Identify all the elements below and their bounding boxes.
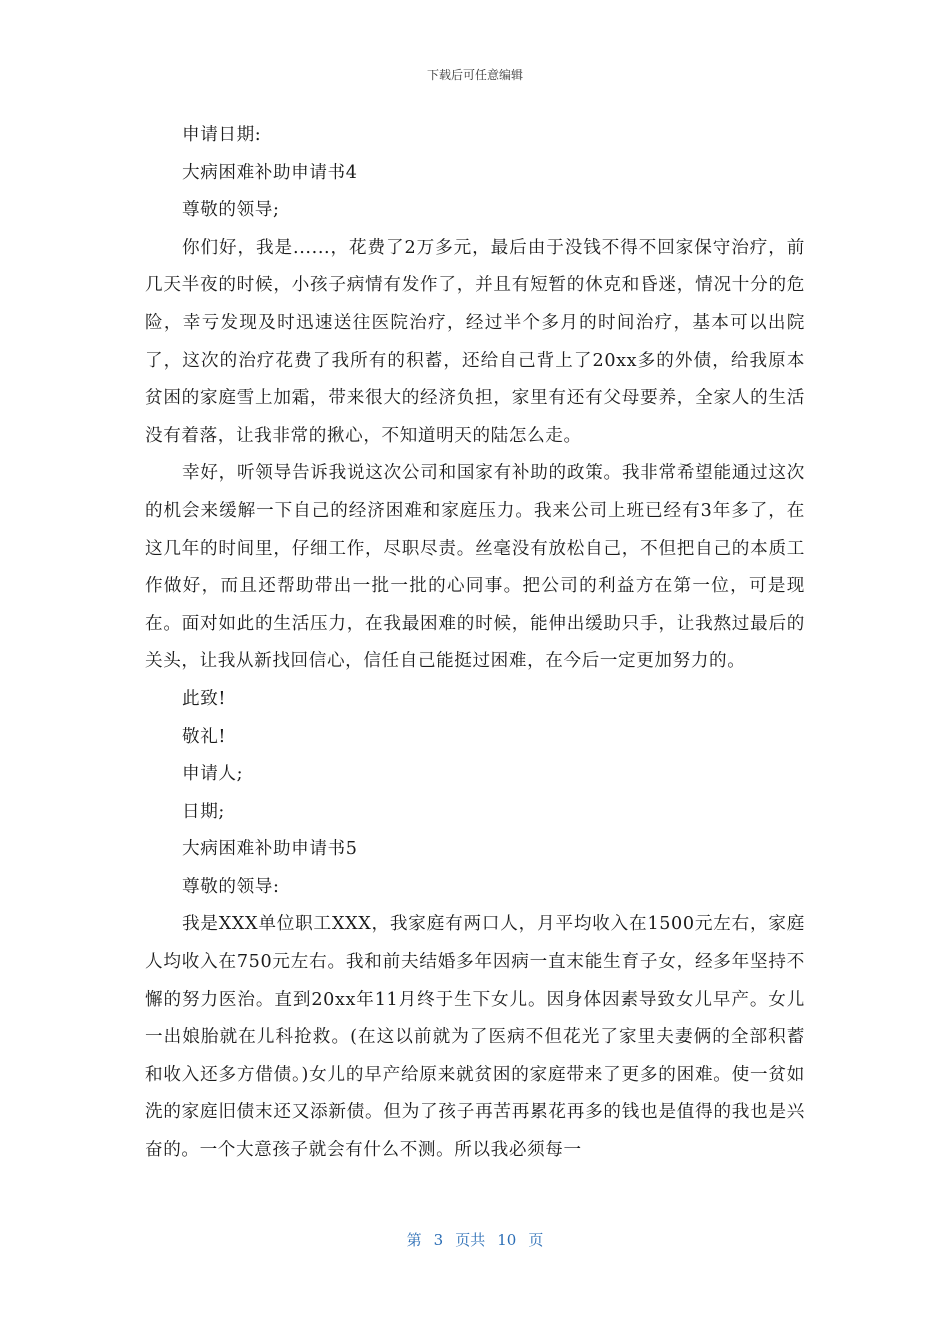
letter4-closing-2: 敬礼! [182,726,227,747]
footer-prefix: 第 [406,1231,422,1249]
letter4-title: 大病困难补助申请书4 [182,162,358,183]
letter4-closing-1: 此致! [182,688,227,709]
apply-date-label: 申请日期: [182,125,262,145]
page-header-note: 下载后可任意编辑 [426,68,523,82]
footer-total-pages: 10 [497,1231,517,1249]
letter4-date: 日期; [182,801,225,822]
document-body [145,117,805,1170]
letter5-salutation: 尊敬的领导: [182,876,280,897]
letter4-paragraph-2: 幸好，听领导告诉我说这次公司和国家有补助的政策。我非常希望能通过这次的机会来缓解一下自己的经济困难和家庭压力。我来公司上班已经有3年多了，在这几年的时间里，仔细工作，尽职尽责。丝毫没有放松自己，不但把自己的本质工作做好，而且还帮助带出一批一批的心同事。把公司的利益方在第一位，可是现在。面对如此的生活压力，在我最困难的时候，能伸出缓助只手，让我熬过最后的关头，让我从新找回信心，信任自己能挺过困难，在今后一定更加努力的。 [145,463,805,672]
footer-middle: 页共 [455,1231,486,1249]
letter5-paragraph-1: 我是XXX单位职工XXX，我家庭有两口人，月平均收入在1500元左右，家庭人均收入在750元左右。我和前夫结婚多年因病一直末能生育子女，经多年坚持不懈的努力医治。直到20xx年11月终于生下女儿。因身体因素导致女儿早产。女儿一出娘胎就在儿科抢救。(在这以前就为了医病不但花光了家里夫妻俩的全部积蓄和收入还多方借债。)女儿的早产给原来就贫困的家庭带来了更多的困难。使一贫如洗的家庭旧债末还又添新债。但为了孩子再苦再累花再多的钱也是值得的我也是兴奋的。一个大意孩子就会有什么不测。所以我必须每一 [145,914,805,1161]
footer-page-number: 3 [433,1231,444,1249]
letter4-salutation: 尊敬的领导; [182,200,280,221]
letter4-paragraph-1: 你们好，我是......，花费了2万多元，最后由于没钱不得不回家保守治疗，前几天半夜的时候，小孩子病情有发作了，并且有短暂的休克和昏迷，情况十分的危险，幸亏发现及时迅速送往医院治疗，经过半个多月的时间治疗，基本可以出院了，这次的治疗花费了我所有的积蓄，还给自己背上了20xx多的外债，给我原本贫困的家庭雪上加霜，带来很大的经济负担，家里有还有父母要养，全家人的生活没有着落，让我非常的揪心，不知道明天的陆怎么走。 [145,237,805,446]
footer-suffix: 页 [528,1231,544,1249]
letter5-title: 大病困难补助申请书5 [182,839,358,860]
page-footer [0,1229,950,1250]
letter4-applicant: 申请人; [182,764,244,785]
